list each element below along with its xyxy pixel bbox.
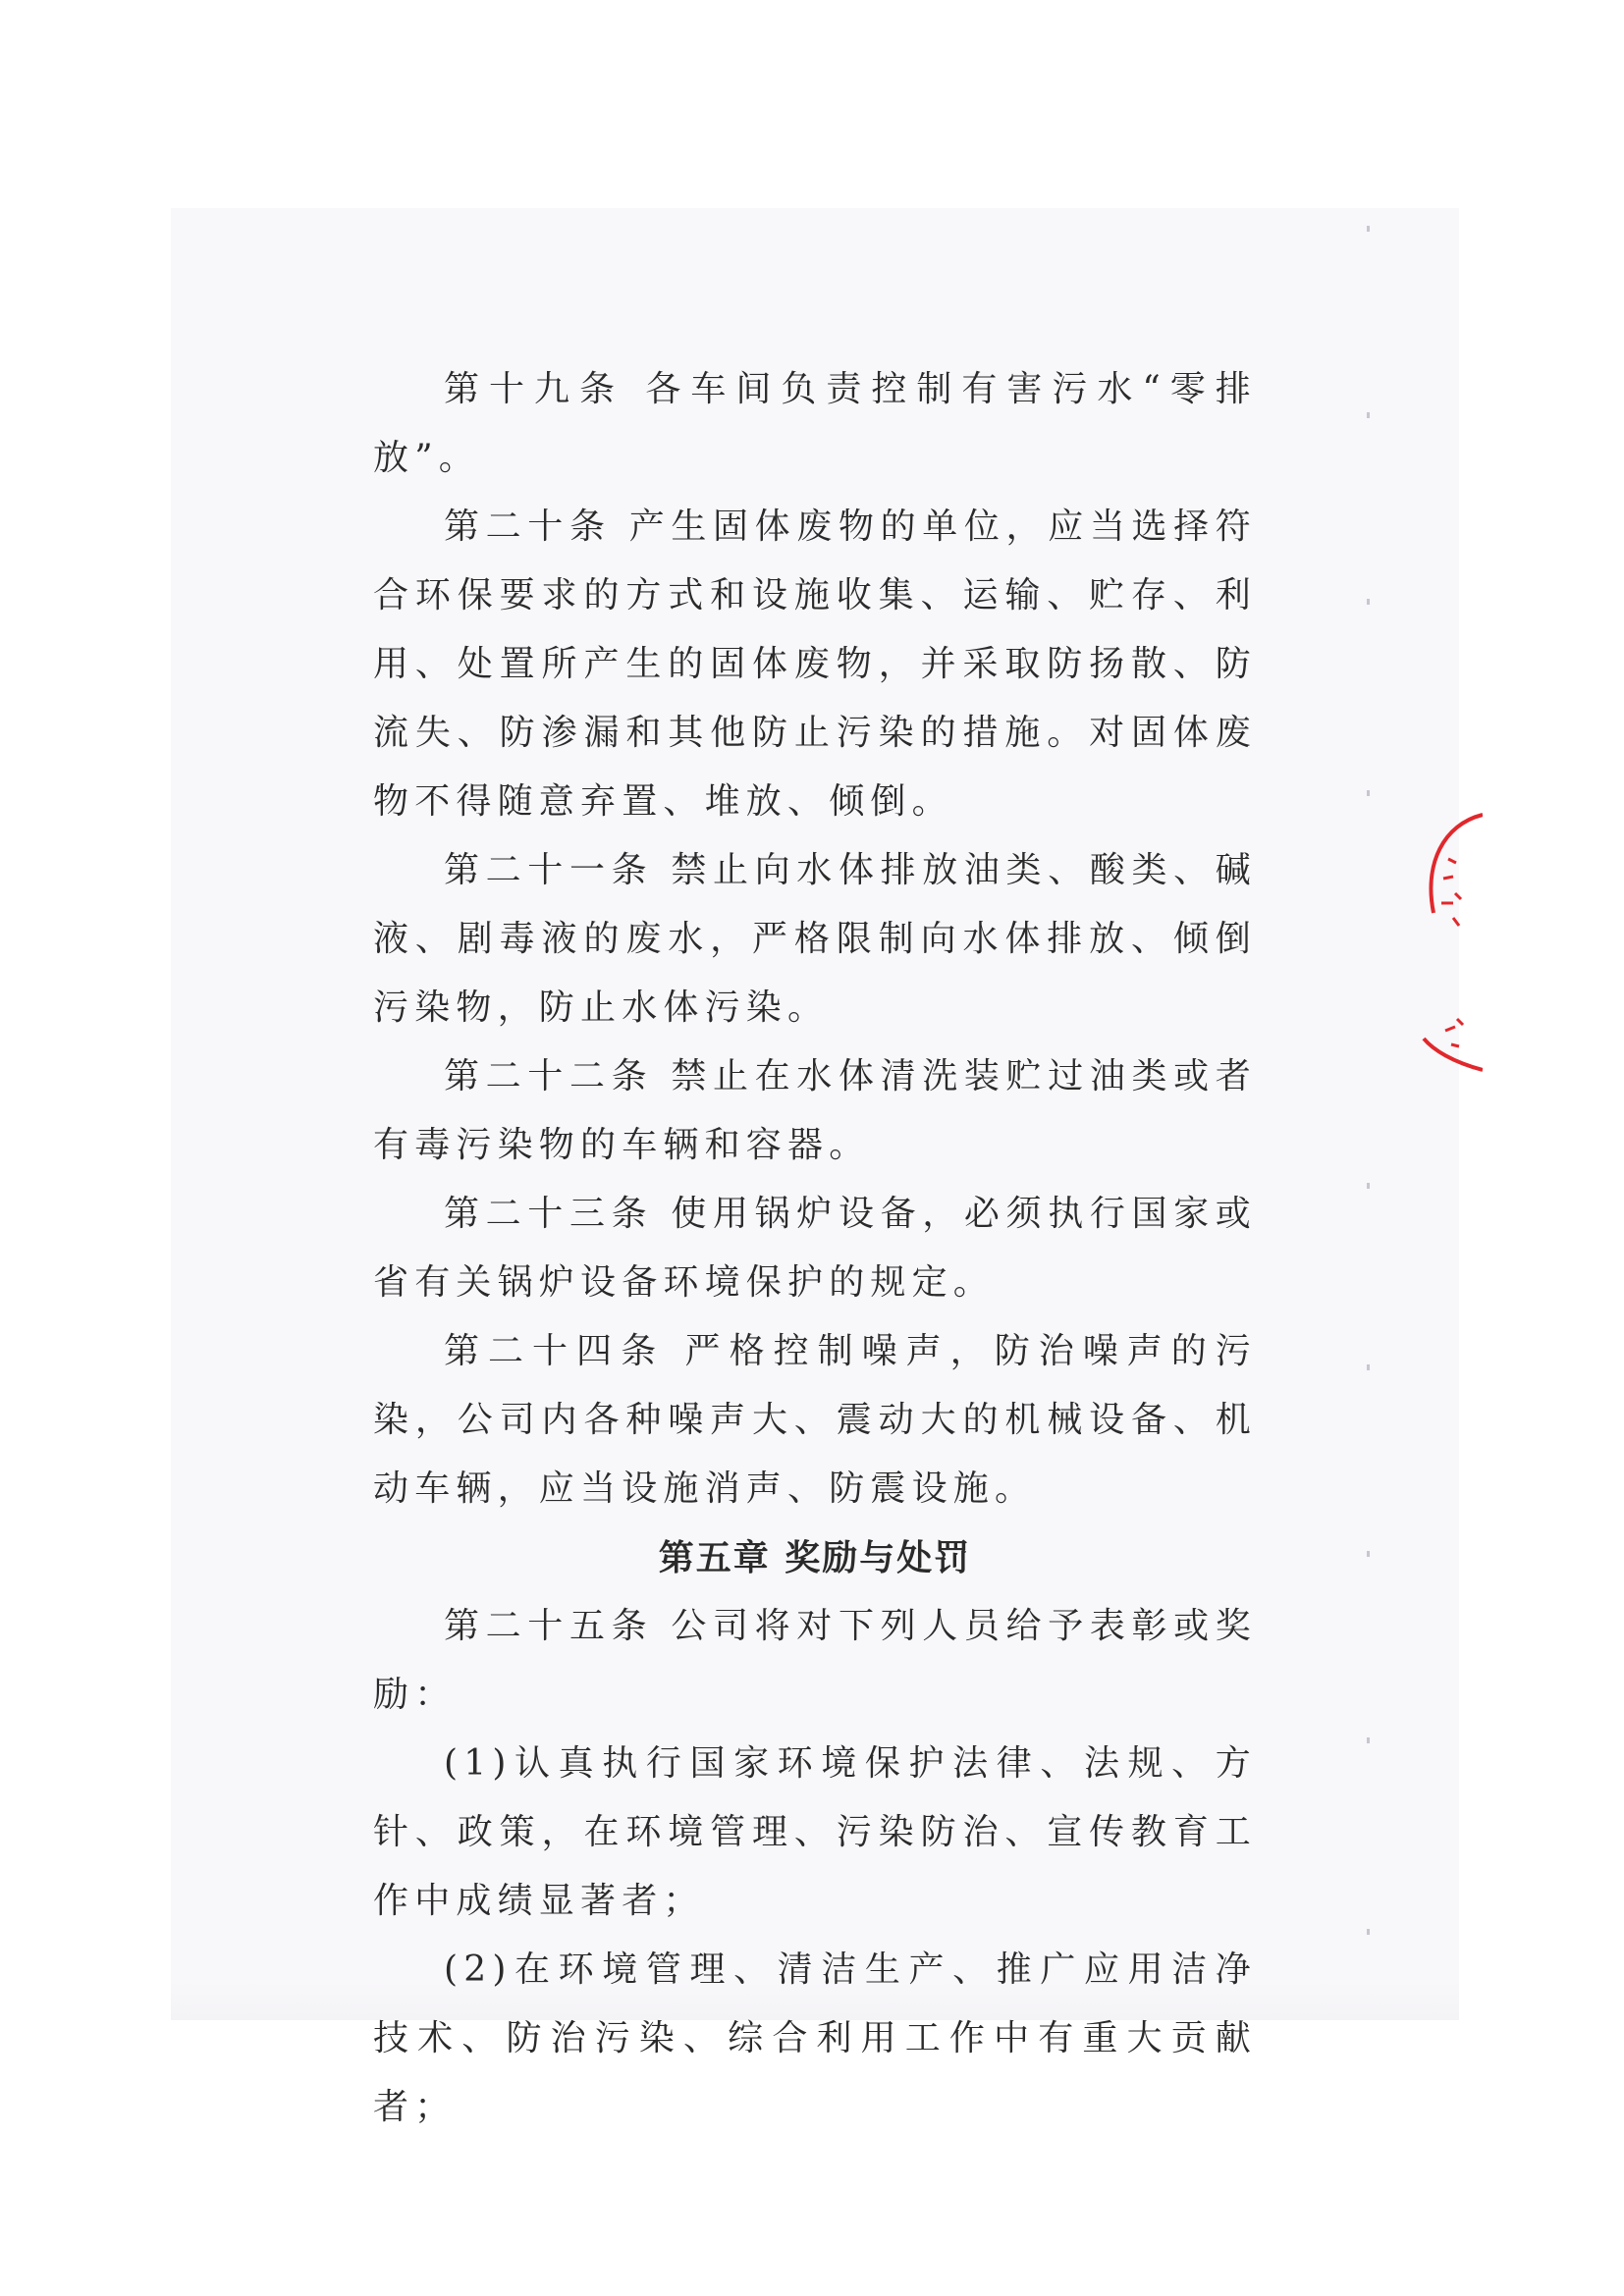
binding-mark — [1367, 226, 1370, 232]
binding-mark — [1367, 1737, 1370, 1743]
article-20: 第二十条 产生固体废物的单位，应当选择符合环保要求的方式和设施收集、运输、贮存、利用、处置所产生的固体废物，并采取防扬散、防流失、防渗漏和其他防止污染的措施。对固体废物不得随意弃置、堆放、倾倒。 — [373, 507, 1257, 822]
red-seal-fragment-icon — [1394, 805, 1483, 1080]
binding-mark — [1367, 1364, 1370, 1370]
binding-mark — [1367, 1551, 1370, 1557]
article-24: 第二十四条 严格控制噪声，防治噪声的污染，公司内各种噪声大、震动大的机械设备、机动车辆，应当设施消声、防震设施。 — [373, 1331, 1257, 1509]
binding-mark — [1367, 599, 1370, 605]
binding-mark — [1367, 790, 1370, 796]
article-23: 第二十三条 使用锅炉设备，必须执行国家或省有关锅炉设备环境保护的规定。 — [373, 1194, 1257, 1303]
document-body — [373, 355, 1257, 2142]
article-25: 第二十五条 公司将对下列人员给予表彰或奖励： — [373, 1606, 1257, 1715]
article-21: 第二十一条 禁止向水体排放油类、酸类、碱液、剧毒液的废水，严格限制向水体排放、倾倒污染物，防止水体污染。 — [373, 850, 1257, 1028]
binding-mark — [1367, 412, 1370, 418]
article-19: 第十九条 各车间负责控制有害污水“零排放”。 — [373, 369, 1257, 478]
binding-mark — [1367, 1183, 1370, 1189]
binding-margin-marks — [1367, 216, 1375, 1983]
chapter-heading: 第五章 奖励与处罚 — [658, 1537, 972, 1578]
article-22: 第二十二条 禁止在水体清洗装贮过油类或者有毒污染物的车辆和容器。 — [373, 1056, 1257, 1165]
list-item-1: (1)认真执行国家环境保护法律、法规、方针、政策，在环境管理、污染防治、宣传教育工作中成绩显著者； — [373, 1743, 1257, 1921]
list-item-2: (2)在环境管理、清洁生产、推广应用洁净技术、防治污染、综合利用工作中有重大贡献者； — [373, 1949, 1257, 2127]
binding-mark — [1367, 1929, 1370, 1935]
